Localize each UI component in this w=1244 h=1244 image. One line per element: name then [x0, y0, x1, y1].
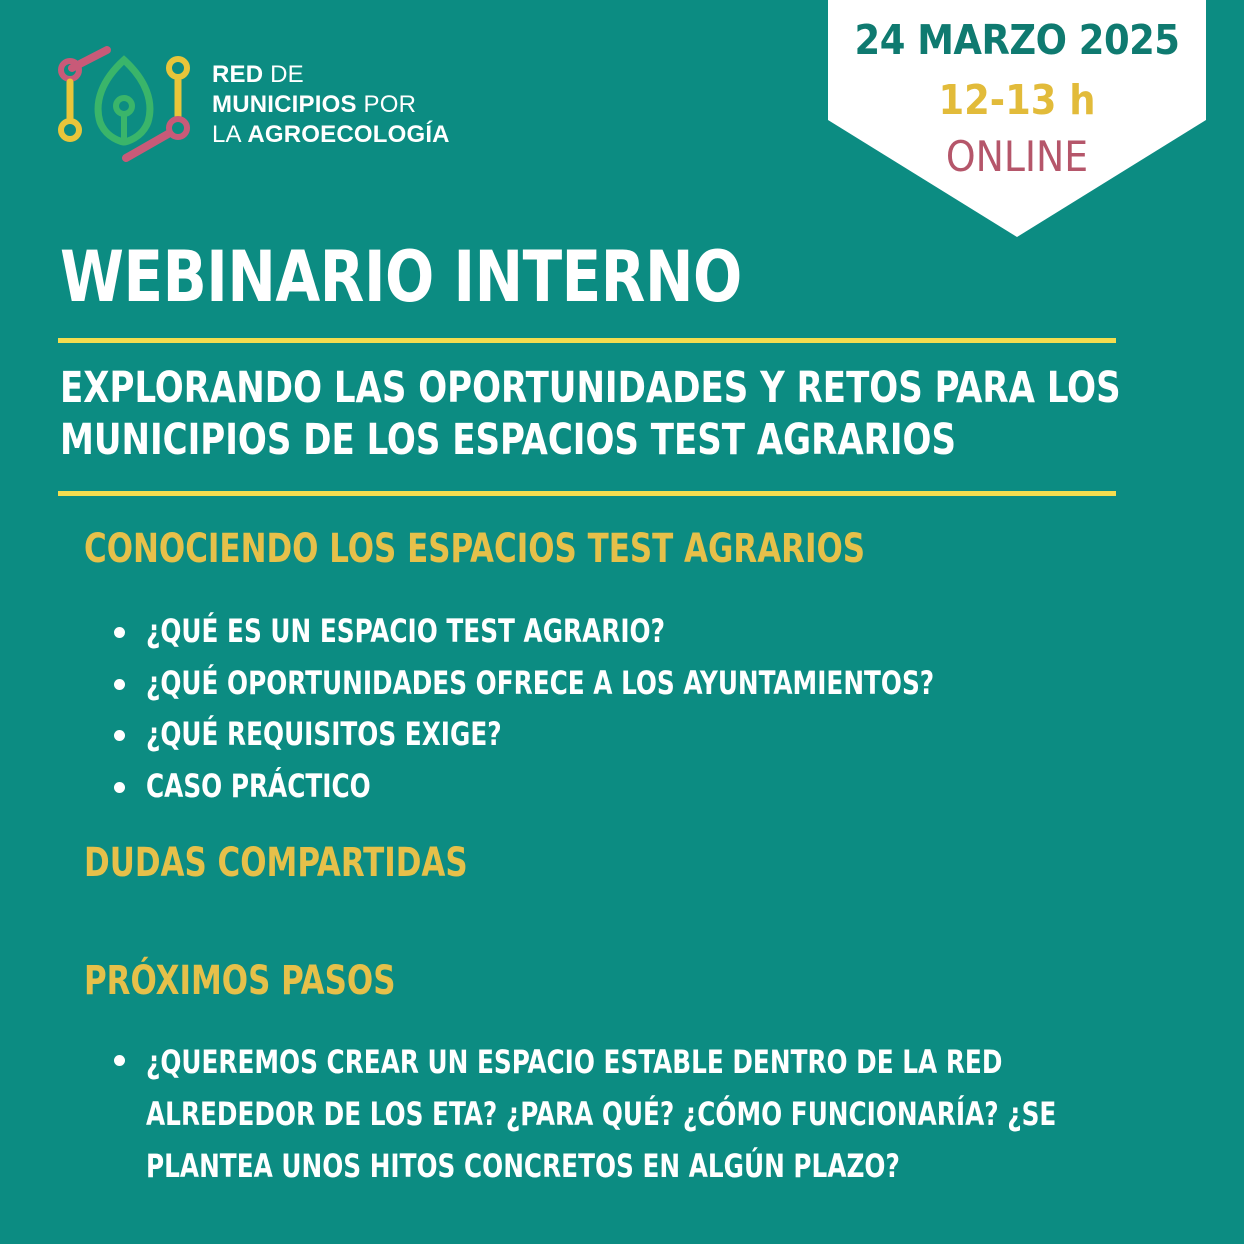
list-item [110, 711, 1062, 763]
logo-line2-bold: MUNICIPIOS [212, 91, 357, 118]
logo-line1-bold: RED [212, 61, 264, 88]
logo-line3-bold: AGROECOLOGÍA [247, 121, 450, 148]
agenda-list [110, 608, 1062, 814]
event-time: 12-13 h [938, 76, 1096, 124]
divider-bottom [58, 491, 1116, 496]
organization-logo [52, 40, 472, 175]
subtitle-line-1: EXPLORANDO LAS OPORTUNIDADES Y RETOS PARA LOS [60, 363, 1121, 413]
event-date: 24 MARZO 2025 [854, 16, 1180, 64]
divider-top [58, 338, 1116, 343]
list-item-line-1: ¿QUEREMOS CREAR UN ESPACIO ESTABLE DENTRO DE LA RED [146, 1043, 1003, 1081]
event-mode: ONLINE [945, 132, 1089, 181]
bullet-icon [114, 1055, 125, 1066]
bullet-icon [114, 627, 125, 638]
section-heading-proximos-pasos: PRÓXIMOS PASOS [84, 958, 396, 1004]
list-item-text: CASO PRÁCTICO [146, 766, 371, 805]
logo-line1-light: DE [263, 61, 304, 88]
list-item-line-2: ALREDEDOR DE LOS ETA? ¿PARA QUÉ? ¿CÓMO FUNCIONARÍA? ¿SE [146, 1095, 1057, 1133]
date-banner [828, 0, 1206, 238]
subtitle-line-2: MUNICIPIOS DE LOS ESPACIOS TEST AGRARIOS [60, 415, 957, 465]
bullet-icon [114, 679, 125, 690]
list-item-line-3: PLANTEA UNOS HITOS CONCRETOS EN ALGÚN PLAZO? [146, 1147, 900, 1185]
list-item [110, 608, 1062, 660]
section-heading-dudas: DUDAS COMPARTIDAS [84, 840, 468, 886]
bullet-icon [114, 782, 125, 793]
logo-wordmark [212, 60, 450, 150]
next-steps-list [110, 1036, 1205, 1192]
list-item [110, 660, 1062, 712]
section-heading-conociendo: CONOCIENDO LOS ESPACIOS TEST AGRARIOS [84, 526, 866, 572]
bullet-icon [114, 730, 125, 741]
agroecology-network-icon [52, 40, 202, 175]
list-item-text: ¿QUÉ REQUISITOS EXIGE? [146, 715, 502, 753]
list-item [110, 763, 1062, 815]
logo-line2-light: POR [356, 91, 417, 118]
list-item-text: ¿QUÉ ES UN ESPACIO TEST AGRARIO? [146, 612, 665, 650]
list-item-text: ¿QUÉ OPORTUNIDADES OFRECE A LOS AYUNTAMIENTOS? [146, 663, 935, 702]
logo-line3-light: LA [212, 121, 248, 148]
subtitle [60, 362, 1121, 466]
list-item [110, 1036, 1205, 1192]
page-title: WEBINARIO INTERNO [60, 236, 742, 318]
list-item-text [146, 1036, 1056, 1192]
